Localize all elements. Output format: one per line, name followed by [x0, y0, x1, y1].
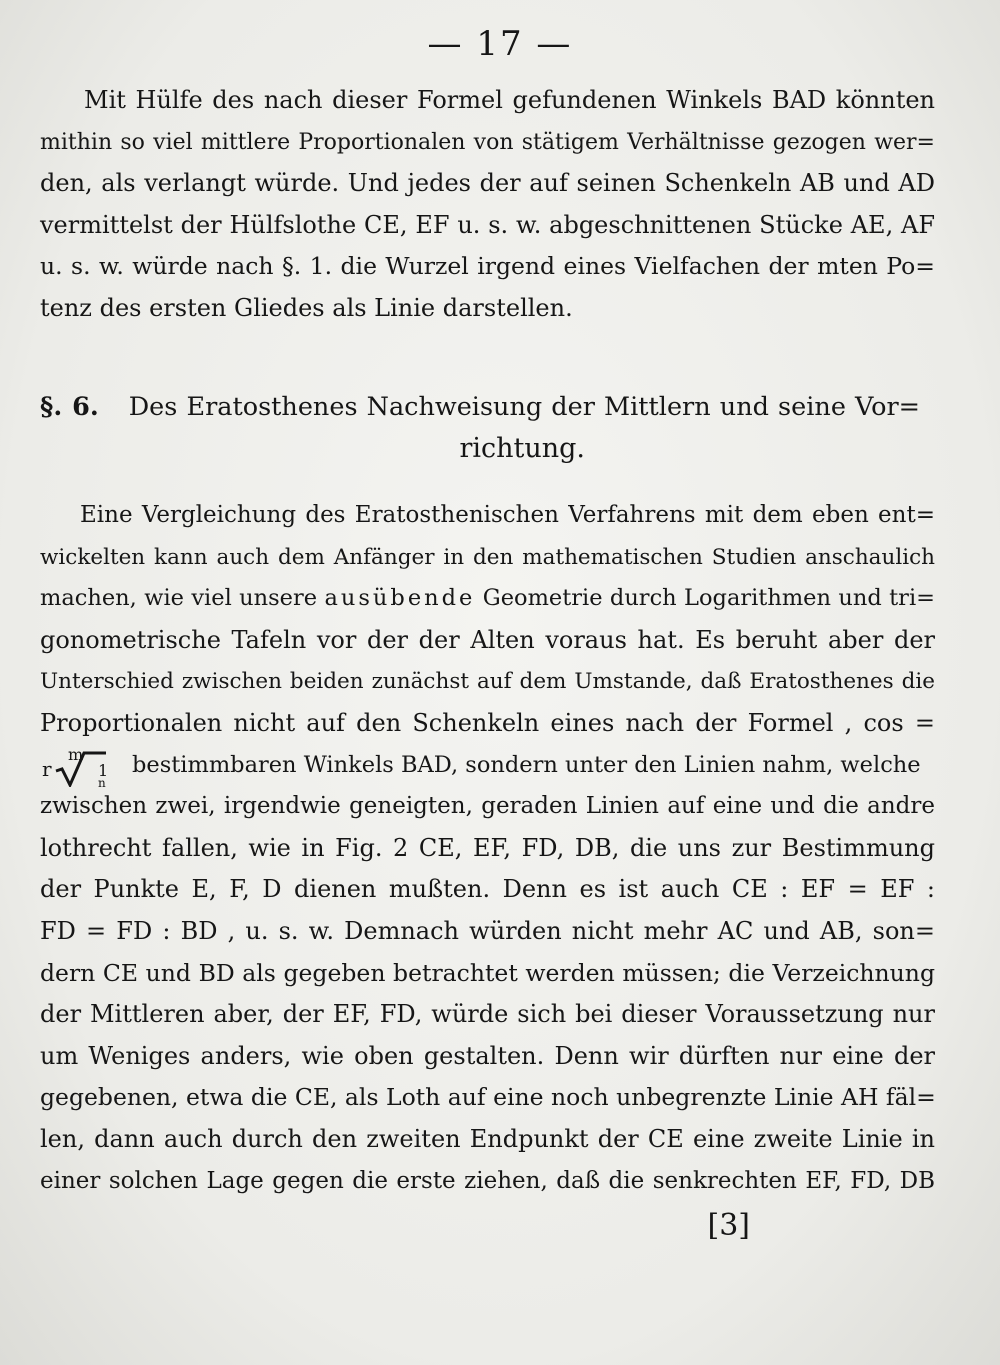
root-formula — [40, 744, 132, 790]
text-line: vermittelst der Hülfslothe CE, EF u. s. w. abgeschnittenen Stücke AE, AF — [40, 210, 935, 239]
section-heading — [40, 386, 920, 470]
text-fragment: bestimmbaren Winkels BAD, sondern unter den Linien nahm, welche — [132, 751, 921, 778]
text-line: Unterschied zwischen beiden zunächst auf dem Umstande, daß Eratosthenes die — [40, 669, 935, 695]
text-line — [40, 578, 935, 620]
paragraph-1 — [40, 80, 935, 330]
heading-title: Des Eratosthenes Nachweisung der Mittlern und seine Vor= — [128, 392, 921, 422]
text-line: len, dann auch durch den zweiten Endpunkt der CE eine zweite Linie in — [40, 1124, 935, 1153]
text-line: dern CE und BD als gegeben betrachtet werden müssen; die Verzeichnung — [40, 958, 935, 987]
formula-one: 1 — [98, 760, 109, 780]
heading-line-1 — [40, 386, 920, 428]
text-fragment: Geometrie durch Logarithmen und tri= — [482, 585, 935, 612]
text-line: Mit Hülfe des nach dieser Formel gefundenen Winkels BAD könnten — [84, 86, 935, 114]
text-fragment: machen, wie viel unsere — [40, 585, 318, 612]
text-line: einer solchen Lage gegen die erste ziehen, daß die senkrechten EF, FD, DB — [40, 1167, 935, 1194]
text-line — [40, 744, 935, 790]
page-number: — 17 — — [427, 24, 573, 64]
text-line: u. s. w. würde nach §. 1. die Wurzel irgend eines Vielfachen der mten Po= — [40, 252, 935, 281]
text-line: um Weniges anders, wie oben gestalten. Denn wir dürften nur eine der — [40, 1041, 935, 1070]
heading-line-2: richtung. — [459, 433, 585, 464]
section-number: §. 6. — [40, 392, 99, 422]
text-line: gegebenen, etwa die CE, als Loth auf eine noch unbegrenzte Linie AH fäl= — [40, 1083, 936, 1112]
text-line: Proportionalen nicht auf den Schenkeln eines nach der Formel , cos = — [40, 708, 935, 737]
text-line: gonometrische Tafeln vor der der Alten voraus hat. Es beruht aber der — [40, 625, 935, 654]
text-line: wickelten kann auch dem Anfänger in den mathematischen Studien anschaulich — [40, 544, 935, 570]
signature-mark: [3] — [707, 1208, 750, 1243]
paragraph-2 — [40, 495, 935, 1202]
text-line: FD = FD : BD , u. s. w. Demnach würden nicht mehr AC und AB, son= — [40, 916, 935, 945]
text-line: der Mittleren aber, der EF, FD, würde sich bei dieser Voraussetzung nur — [40, 1000, 935, 1029]
text-line: zwischen zwei, irgendwie geneigten, geraden Linien auf eine und die andre — [40, 793, 935, 820]
text-line: lothrecht fallen, wie in Fig. 2 CE, EF, FD, DB, die uns zur Bestimmung — [40, 833, 935, 862]
text-line: den, als verlangt würde. Und jedes der auf seinen Schenkeln AB und AD — [40, 169, 935, 198]
text-line: mithin so viel mittlere Proportionalen von stätigem Verhältnisse gezogen wer= — [40, 129, 935, 155]
text-line: tenz des ersten Gliedes als Linie darstellen. — [40, 293, 573, 322]
text-line: der Punkte E, F, D dienen mußten. Denn es ist auch CE : EF = EF : — [40, 875, 935, 904]
text-line: Eine Vergleichung des Eratosthenischen Verfahrens mit dem eben ent= — [80, 502, 935, 528]
formula-n: n — [98, 775, 106, 790]
emphasized-word: ausübende — [324, 585, 476, 612]
formula-r: r — [42, 756, 52, 781]
formula-m: m — [68, 744, 84, 764]
